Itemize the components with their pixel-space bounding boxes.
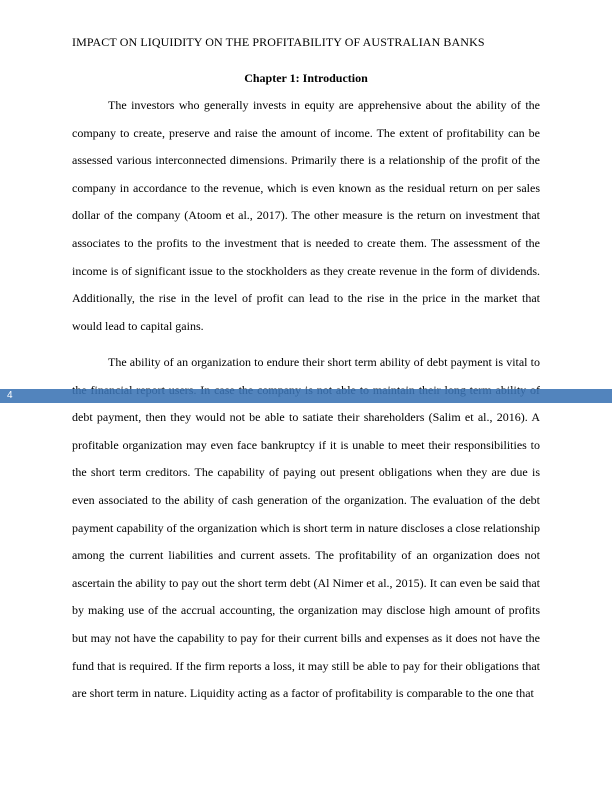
body-paragraph-1: The investors who generally invests in equity are apprehensive about the ability of the company to create, preserve and raise the amount of income. The extent of profitability can be assessed various interconnected dimensions. Primarily there is a relationship of the profit of the company in accordance to the revenue, which is even known as the residual return on per sales dollar of the company (Atoom et al., 2017). The other measure is the return on investment that associates to the profits to the investment that is needed to create them. The assessment of the income is of significant issue to the stockholders as they create revenue in the form of dividends. Additionally, the rise in the level of profit can lead to the rise in the price in the market that would lead to capital gains. <box>72 98 540 333</box>
page-number: 4 <box>7 390 13 401</box>
body-paragraph-2: The ability of an organization to endure their short term ability of debt payment is vital to debt payment, then they would not be able to satiate their shareholders (Salim et al., 2016). A profitable organization may even face bankruptcy if it is unable to meet their responsibilities to the short term creditors. The capability of paying out present obligations when they are due is even associated to the ability of cash generation of the organization. The evaluation of the debt payment capability of the organization which is short term in nature discloses a close relationship among the current liabilities and current assets. The profitability of an organization does not ascertain the ability to pay out the short term debt (Al Nimer et al., 2015). It can even be said that by making use of the accrual accounting, the organization may disclose high amount of profits but may not have the capability to pay for their current bills and expenses as it does not have the fund that is required. If the firm reports a loss, it may still be able to pay for their obligations that are short term in nature. Liquidity acting as a factor of profitability is comparable to the one that <box>72 355 540 701</box>
page-number-band <box>0 389 612 403</box>
chapter-title: Chapter 1: Introduction <box>244 71 368 85</box>
running-head: IMPACT ON LIQUIDITY ON THE PROFITABILITY OF AUSTRALIAN BANKS <box>72 35 485 49</box>
